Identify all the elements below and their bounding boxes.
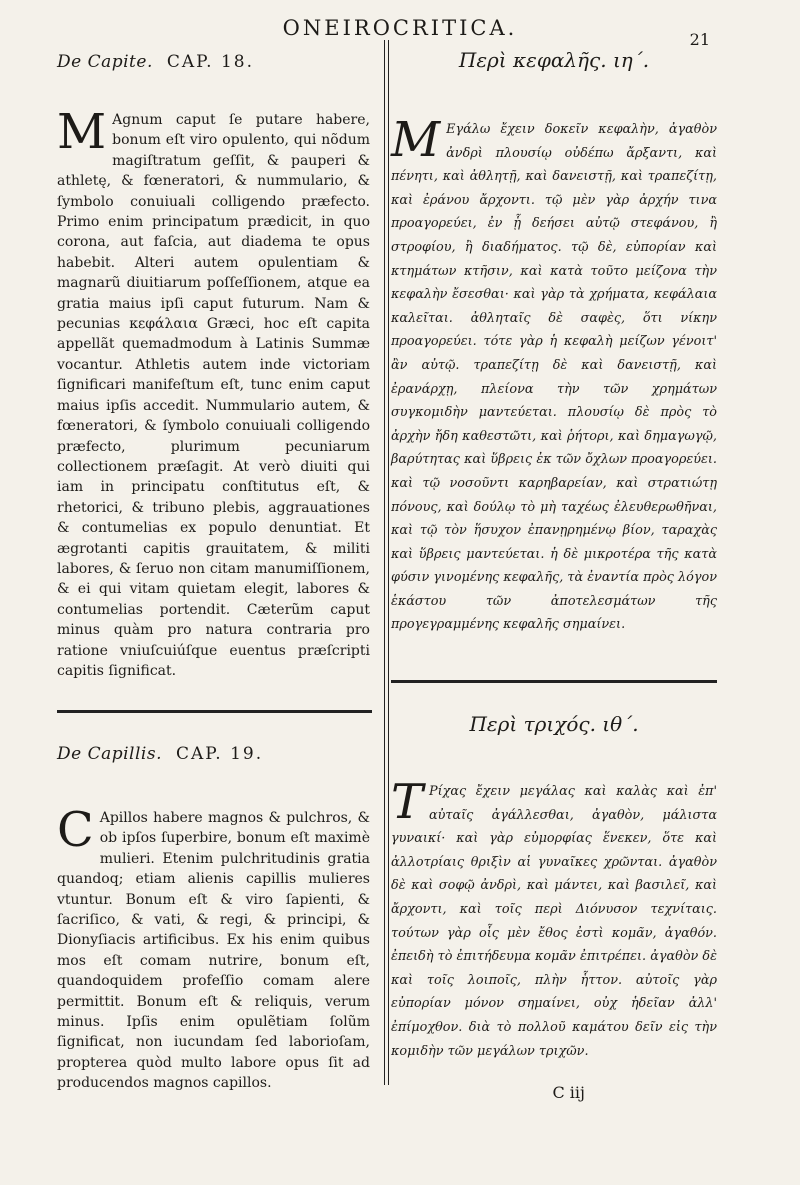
latin-chapter-19-heading [57, 744, 370, 764]
chapter-title: De Capite. [57, 52, 153, 72]
section-rule [391, 680, 717, 683]
chapter-title: Περὶ τριχός. ιθ΄. [469, 712, 639, 736]
page-number: 21 [689, 30, 710, 49]
drop-cap: T [391, 774, 424, 830]
drop-cap: M [57, 104, 107, 160]
drop-cap: M [391, 112, 441, 168]
column-divider [384, 40, 389, 1085]
chapter-title: De Capillis. [57, 744, 162, 764]
chapter-number: CAP. 18. [166, 52, 254, 72]
chapter-body: Apillos habere magnos & pulchros, & ob ipſos ſuperbire, bonum eſt maximè mulieri. Etenim pulchritudinis gratia quandoq; etiam alienis capillis mulieres vtuntur. Bonum eſt & viro ſapienti, & ſacriſico, & vati, & regi, & principi, & Dionyſiacis artificibus. Ex his enim quibus mos eſt comam nutrire, bonum eſt, quandoquidem profeſſio comam alere permittit. Bonum eſt & reliquis, verum minus. Ipſis enim opulẽtiam ſolũm ſignificat, non iucundam ſed laborioſam, propterea quòd multo labore opus ſit ad producendos magnos capillos. [57, 810, 370, 1092]
running-head: ONEIROCRITICA. [282, 16, 518, 40]
greek-chapter-19 [391, 774, 717, 1080]
latin-chapter-18-heading [57, 52, 370, 72]
greek-chapter-18-heading [391, 48, 717, 72]
drop-cap: C [57, 802, 94, 858]
greek-chapter-19-heading [391, 712, 717, 736]
chapter-body: Ρίχας ἔχειν μεγάλας καὶ καλὰς καὶ ἐπ' αὐταῖς ἀγάλλεσθαι, ἀγαθὸν, μάλιστα γυναικί· καὶ γὰρ εὐμορφίας ἕνεκεν, ὅτε καὶ ἀλλοτρίαις θριξὶν αἱ γυναῖκες χρῶνται. ἀγαθὸν δὲ καὶ σοφῷ ἀνδρὶ, καὶ μάντει, καὶ βασιλεῖ, καὶ ἄρχοντι, καὶ τοῖς περὶ Διόνυσον τεχνίταις. τούτων γὰρ οἷς μὲν ἔθος ἐστὶ κομᾶν, ἀγαθόν. ἐπειδὴ τὸ ἐπιτήδευμα κομᾶν ἐπιτρέπει. ἀγαθὸν δὲ καὶ τοῖς λοιποῖς, πλὴν ἧττον. αὐτοῖς γὰρ εὐπορίαν μόνον σημαίνει, οὐχ ἡδεῖαν ἀλλ' ἐπίμοχθον. διὰ τὸ πολλοῦ καμάτου δεῖν εἰς τὴν κομιδὴν τῶν μεγάλων τριχῶν. [391, 784, 717, 1059]
chapter-body: Εγάλω ἔχειν δοκεῖν κεφαλὴν, ἀγαθὸν ἀνδρὶ πλουσίῳ οὐδέπω ἄρξαντι, καὶ πένητι, καὶ ἀθλητῇ, καὶ δανειστῇ, καὶ τραπεζίτῃ, καὶ ἐράνου ἄρχοντι. τῷ μὲν γὰρ ἀρχήν τινα προαγορεύει, ἐν ᾗ δεήσει αὐτῷ στεφάνου, ἢ στροφίου, ἢ διαδήματος. τῷ δὲ, εὐπορίαν καὶ κτημάτων κτῆσιν, καὶ κατὰ τοῦτο μείζονα τὴν κεφαλὴν ἔσεσθαι· καὶ γὰρ τὰ χρήματα, κεφάλαια καλεῖται. ἀθληταῖς δὲ σαφὲς, ὅτι νίκην προαγορεύει. τότε γὰρ ἡ κεφαλὴ μείζων γένοιτ' ἂν αὐτῷ. τραπεζίτῃ δὲ καὶ δανειστῇ, καὶ ἐρανάρχῃ, πλείονα τὴν τῶν χρημάτων συγκομιδὴν μαντεύεται. πλουσίῳ δὲ πρὸς τὸ ἀρχὴν ἤδη καθεστῶτι, καὶ ῥήτορι, καὶ δημαγωγῷ, βαρύτητας καὶ ὕβρεις ἐκ τῶν ὄχλων προαγορεύει. καὶ τῷ νοσοῦντι καρηβαρείαν, καὶ στρατιώτῃ πόνους, καὶ δούλῳ τὸ μὴ ταχέως ἐλευθερωθῆναι, καὶ τῷ τὸν ἥσυχον ἐπανῃρημένῳ βίον, ταραχὰς καὶ ὕβρεις μαντεύεται. ἡ δὲ μικροτέρα τῆς κατὰ φύσιν γινομένης κεφαλῆς, τὰ ἐναντία πρὸς λόγον ἑκάστου τῶν ἀποτελεσμάτων τῆς προγεγραμμένης κεφαλῆς σημαίνει. [391, 122, 717, 633]
greek-chapter-18 [391, 112, 717, 638]
chapter-title: Περὶ κεφαλῆς. ιη΄. [458, 48, 650, 72]
latin-chapter-19 [57, 802, 370, 1092]
section-rule [57, 710, 372, 713]
signature-mark: C iij [552, 1083, 585, 1102]
latin-chapter-18 [57, 104, 370, 679]
chapter-number: CAP. 19. [176, 744, 264, 764]
chapter-body: Agnum caput ſe putare habere, bonum eſt viro opulento, qui nõdum magiſtratum geſſit, & pauperi & athletę, & fœneratori, & nummulario, & ſymbolo conuiuali colligendo præfecto. Primo enim principatum prædicit, in quo corona, aut faſcia, aut diadema te opus habebit. Alteri autem opulentiam & magnarũ diuitiarum poſſeſſionem, atque ea gratia maius ipſi caput futurum. Nam & pecunias κεφάλαια Græci, hoc eſt capita appellãt quemadmodum à Latinis Summæ vocantur. Athletis autem inde victoriam ſignificari manifeſtum eſt, tunc enim caput maius ipſis accedit. Nummulario autem, & fœneratori, & ſymbolo conuiuali colligendo præfecto, plurimum pecuniarum collectionem præſagit. At verò diuiti qui iam in principatu conſtitutus eſt, & rhetorici, & tribuno plebis, aggrauationes & contumelias ex populo denuntiat. Et ægrotanti capitis grauitatem, & militi labores, & ſeruo non citam manumiſſionem, & ei qui vitam quietam elegit, labores & contumelias portendit. Cæterũm caput minus quàm pro natura contraria pro ratione vniuſcuiúſque euentus præſcripti capitis ſignificat. [57, 112, 370, 679]
